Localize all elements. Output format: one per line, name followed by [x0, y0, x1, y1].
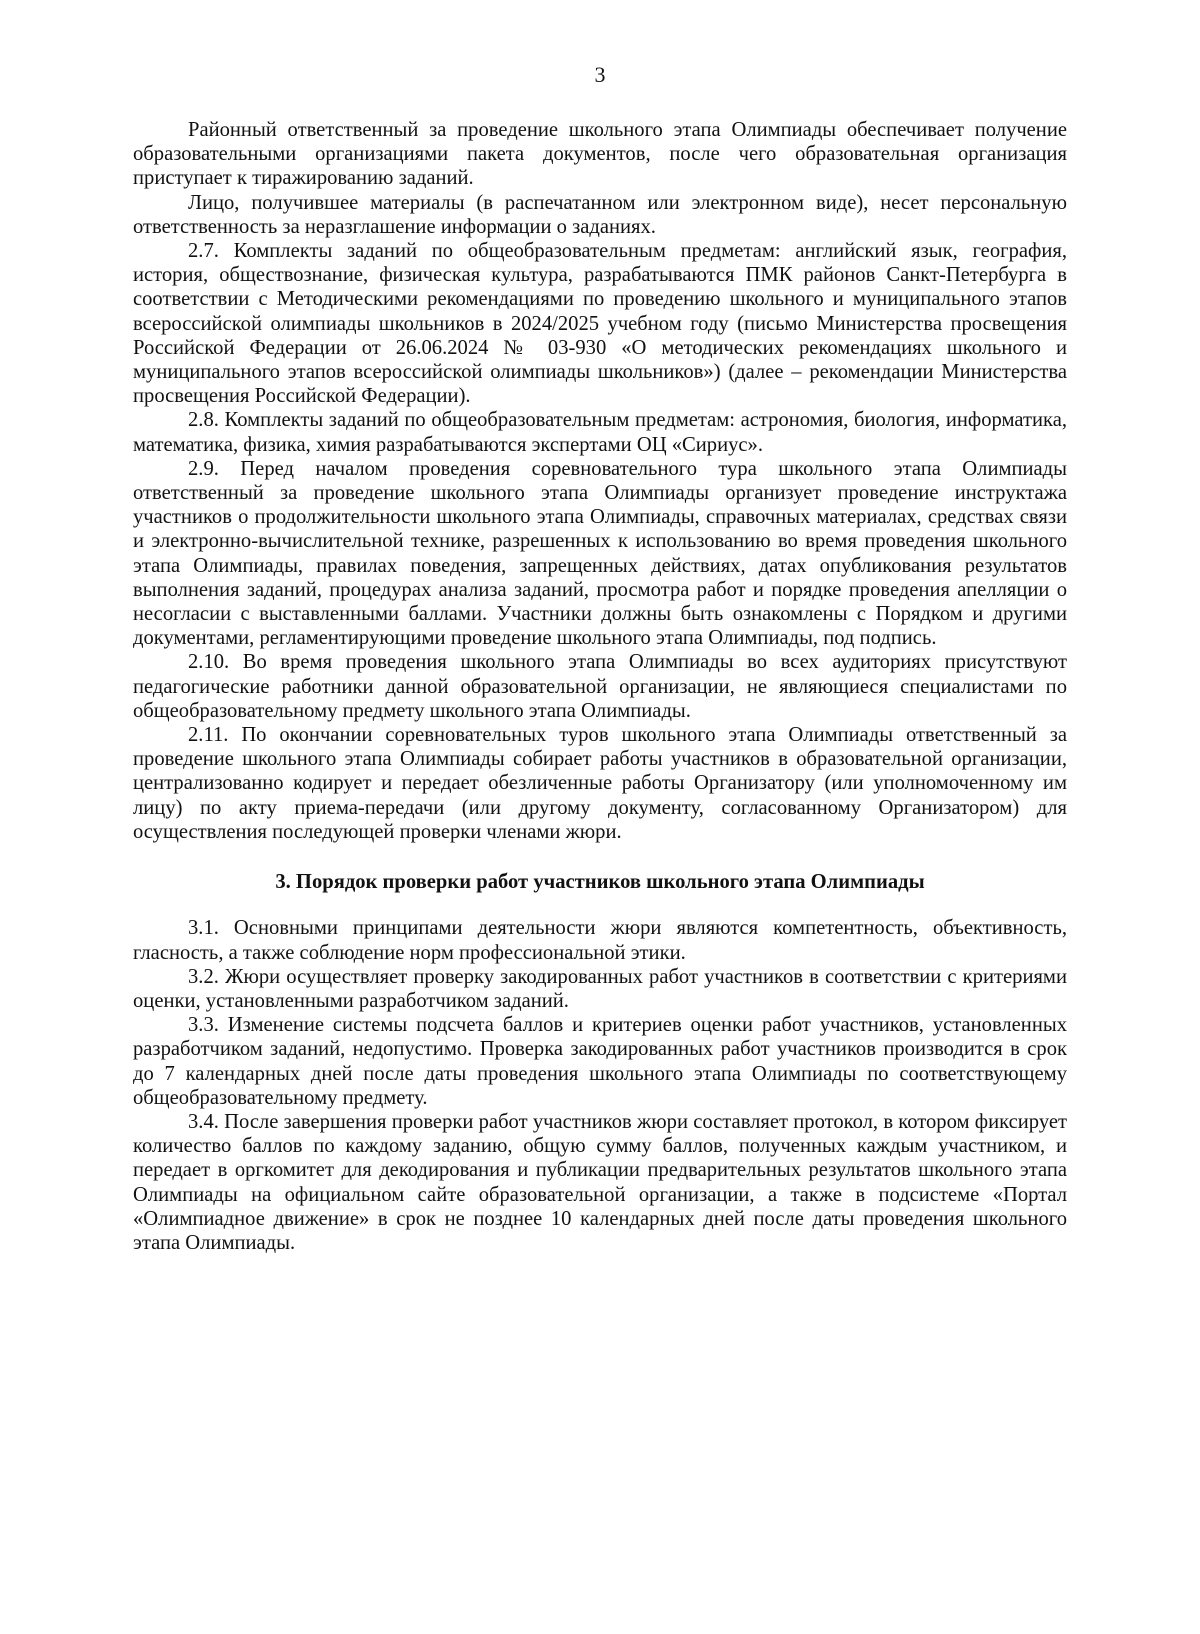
- paragraph-2-11: 2.11. По окончании соревновательных туров школьного этапа Олимпиады ответственный за проведение школьного этапа Олимпиады собирает работы участников в образовательной организации, централизованно кодирует и передает обезличенные работы Организатору (или уполномоченному им лицу) по акту приема-передачи (или другому документу, согласованному Организатором) для осуществления последующей проверки членами жюри.: [133, 724, 1067, 843]
- paragraph: Районный ответственный за проведение школьного этапа Олимпиады обеспечивает получение образовательными организациями пакета документов, после чего образовательная организация приступает к тиражированию заданий.: [133, 119, 1067, 190]
- paragraph: Лицо, получившее материалы (в распечатанном или электронном виде), несет персональную ответственность за неразглашение информации о заданиях.: [133, 191, 1067, 238]
- paragraph-3-1: 3.1. Основными принципами деятельности жюри являются компетентность, объективность, гласность, а также соблюдение норм профессиональной этики.: [133, 917, 1067, 964]
- page-number: 3: [594, 62, 606, 87]
- paragraph-3-4: 3.4. После завершения проверки работ участников жюри составляет протокол, в котором фиксирует количество баллов по каждому заданию, общую сумму баллов, полученных каждым участником, и передает в оргкомитет для декодирования и публикации предварительных результатов школьного этапа Олимпиады на официальном сайте образовательной организации, а также в подсистеме «Портал «Олимпиадное движение» в срок не позднее 10 календарных дней после даты проведения школьного этапа Олимпиады.: [133, 1110, 1067, 1254]
- paragraph-3-2: 3.2. Жюри осуществляет проверку закодированных работ участников в соответствии с критериями оценки, установленными разработчиком заданий.: [133, 965, 1067, 1012]
- paragraph-2-9: 2.9. Перед началом проведения соревновательного тура школьного этапа Олимпиады ответственный за проведение школьного этапа Олимпиады организует проведение инструктажа участников о продолжительности школьного этапа Олимпиады, справочных материалах, средствах связи и электронно-вычислительной технике, разрешенных к использованию во время проведения школьного этапа Олимпиады, правилах поведения, запрещенных действиях, датах опубликования результатов выполнения заданий, процедурах анализа заданий, просмотра работ и порядке проведения апелляции о несогласии с выставленными баллами. Участники должны быть ознакомлены с Порядком и другими документами, регламентирующими проведение школьного этапа Олимпиады, под подпись.: [133, 457, 1067, 650]
- document-body: [133, 118, 1067, 1255]
- paragraph-2-7: 2.7. Комплекты заданий по общеобразовательным предметам: английский язык, география, история, обществознание, физическая культура, разрабатываются ПМК районов Санкт-Петербурга в соответствии с Методическими рекомендациями по проведению школьного и муниципального этапов всероссийской олимпиады школьников в 2024/2025 учебном году (письмо Министерства просвещения Российской Федерации от 26.06.2024 № 03-930 «О методических рекомендациях школьного и муниципального этапов всероссийской олимпиады школьников») (далее – рекомендации Министерства просвещения Российской Федерации).: [133, 240, 1067, 408]
- paragraph-2-8: 2.8. Комплекты заданий по общеобразовательным предметам: астрономия, биология, информатика, математика, физика, химия разрабатываются экспертами ОЦ «Сириус».: [133, 409, 1067, 456]
- paragraph-3-3: 3.3. Изменение системы подсчета баллов и критериев оценки работ участников, установленных разработчиком заданий, недопустимо. Проверка закодированных работ участников производится в срок до 7 календарных дней после даты проведения школьного этапа Олимпиады по соответствующему общеобразовательному предмету.: [133, 1014, 1067, 1109]
- paragraph-2-10: 2.10. Во время проведения школьного этапа Олимпиады во всех аудиториях присутствуют педагогические работники данной образовательной организации, не являющиеся специалистами по общеобразовательному предмету школьного этапа Олимпиады.: [133, 651, 1067, 722]
- section-heading: 3. Порядок проверки работ участников школьного этапа Олимпиады: [275, 871, 925, 894]
